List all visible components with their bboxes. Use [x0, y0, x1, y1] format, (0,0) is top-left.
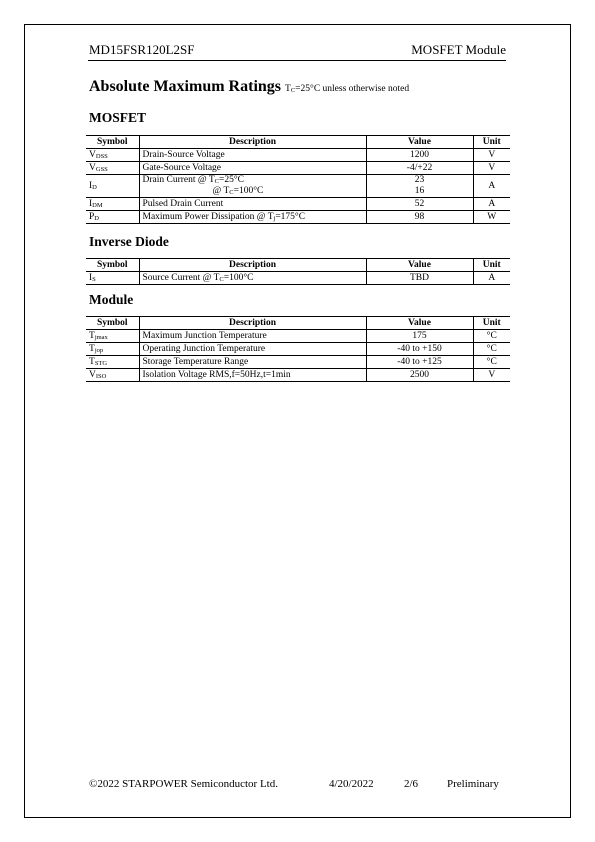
col-description: Description — [139, 317, 366, 330]
description-cell: Drain-Source Voltage — [139, 149, 366, 162]
table-row — [86, 356, 510, 369]
table-header-row — [86, 317, 510, 330]
description-cell: Storage Temperature Range — [139, 356, 366, 369]
unit-cell: A — [473, 198, 510, 211]
section-heading-module: Module — [89, 292, 134, 307]
table-row — [86, 175, 510, 198]
table-header-row — [86, 136, 510, 149]
description-cell: Operating Junction Temperature — [139, 343, 366, 356]
symbol-cell: $I_D$ — [86, 175, 139, 198]
col-symbol: Symbol — [86, 317, 139, 330]
page-header — [88, 42, 506, 61]
col-value: Value — [366, 136, 473, 149]
symbol-cell: $I_S$ — [86, 272, 139, 285]
footer-copyright: ©2022 STARPOWER Semiconductor Ltd. — [89, 778, 278, 790]
table-row — [86, 369, 510, 382]
symbol-cell: $P_D$ — [86, 211, 139, 224]
diode-ratings-table — [86, 258, 510, 285]
col-description: Description — [139, 136, 366, 149]
value-cell: 2500 — [366, 369, 473, 382]
table-row — [86, 343, 510, 356]
footer-page-number: 2/6 — [404, 778, 419, 790]
col-symbol: Symbol — [86, 136, 139, 149]
module-ratings-table — [86, 316, 510, 382]
unit-cell: W — [473, 211, 510, 224]
part-number: MD15FSR120L2SF — [89, 42, 195, 57]
description-cell: Maximum Junction Temperature — [139, 330, 366, 343]
table-row — [86, 198, 510, 211]
col-description: Description — [139, 259, 366, 272]
symbol-cell: $V_{ISO}$ — [86, 369, 139, 382]
col-symbol: Symbol — [86, 259, 139, 272]
description-cell: Source Current @ $T_C=100^\circ C$ — [139, 272, 366, 285]
value-cell: 23 16 — [366, 175, 473, 198]
col-unit: Unit — [473, 317, 510, 330]
document-type: MOSFET Module — [411, 42, 506, 57]
value-cell: 52 — [366, 198, 473, 211]
table-row — [86, 162, 510, 175]
table-row — [86, 330, 510, 343]
value-cell: -40 to +150 — [366, 343, 473, 356]
value-cell: 1200 — [366, 149, 473, 162]
symbol-cell: $I_{DM}$ — [86, 198, 139, 211]
section-heading-diode: Inverse Diode — [89, 234, 169, 249]
unit-cell: °C — [473, 343, 510, 356]
col-value: Value — [366, 317, 473, 330]
unit-cell: V — [473, 162, 510, 175]
description-cell: Isolation Voltage RMS,f=50Hz,t=1min — [139, 369, 366, 382]
footer-status: Preliminary — [447, 778, 499, 790]
value-cell: 98 — [366, 211, 473, 224]
description-cell: Pulsed Drain Current — [139, 198, 366, 211]
description-cell: Drain Current @ $T_C=25^\circ C$ @ $T_C=100^\circ C$ — [139, 175, 366, 198]
unit-cell: A — [473, 175, 510, 198]
col-unit: Unit — [473, 136, 510, 149]
unit-cell: V — [473, 149, 510, 162]
symbol-cell: $T_{jmax}$ — [86, 330, 139, 343]
footer-date: 4/20/2022 — [329, 778, 374, 790]
title-condition: $T_C=25^\circ C$ unless otherwise noted — [285, 84, 410, 94]
symbol-cell: $T_{STG}$ — [86, 356, 139, 369]
table-row — [86, 211, 510, 224]
title-main: Absolute Maximum Ratings — [89, 78, 282, 95]
value-cell: 175 — [366, 330, 473, 343]
symbol-cell: $T_{jop}$ — [86, 343, 139, 356]
col-value: Value — [366, 259, 473, 272]
value-cell: -40 to +125 — [366, 356, 473, 369]
value-cell: -4/+22 — [366, 162, 473, 175]
page-title — [89, 78, 409, 96]
value-cell: TBD — [366, 272, 473, 285]
unit-cell: A — [473, 272, 510, 285]
symbol-cell: $V_{GSS}$ — [86, 162, 139, 175]
symbol-cell: $V_{DSS}$ — [86, 149, 139, 162]
col-unit: Unit — [473, 259, 510, 272]
description-cell: Maximum Power Dissipation @ $T_j=175^\circ C$ — [139, 211, 366, 224]
section-heading-mosfet: MOSFET — [89, 110, 147, 125]
description-cell: Gate-Source Voltage — [139, 162, 366, 175]
unit-cell: V — [473, 369, 510, 382]
table-header-row — [86, 259, 510, 272]
mosfet-ratings-table — [86, 135, 510, 224]
unit-cell: °C — [473, 356, 510, 369]
table-row — [86, 149, 510, 162]
table-row — [86, 272, 510, 285]
unit-cell: °C — [473, 330, 510, 343]
